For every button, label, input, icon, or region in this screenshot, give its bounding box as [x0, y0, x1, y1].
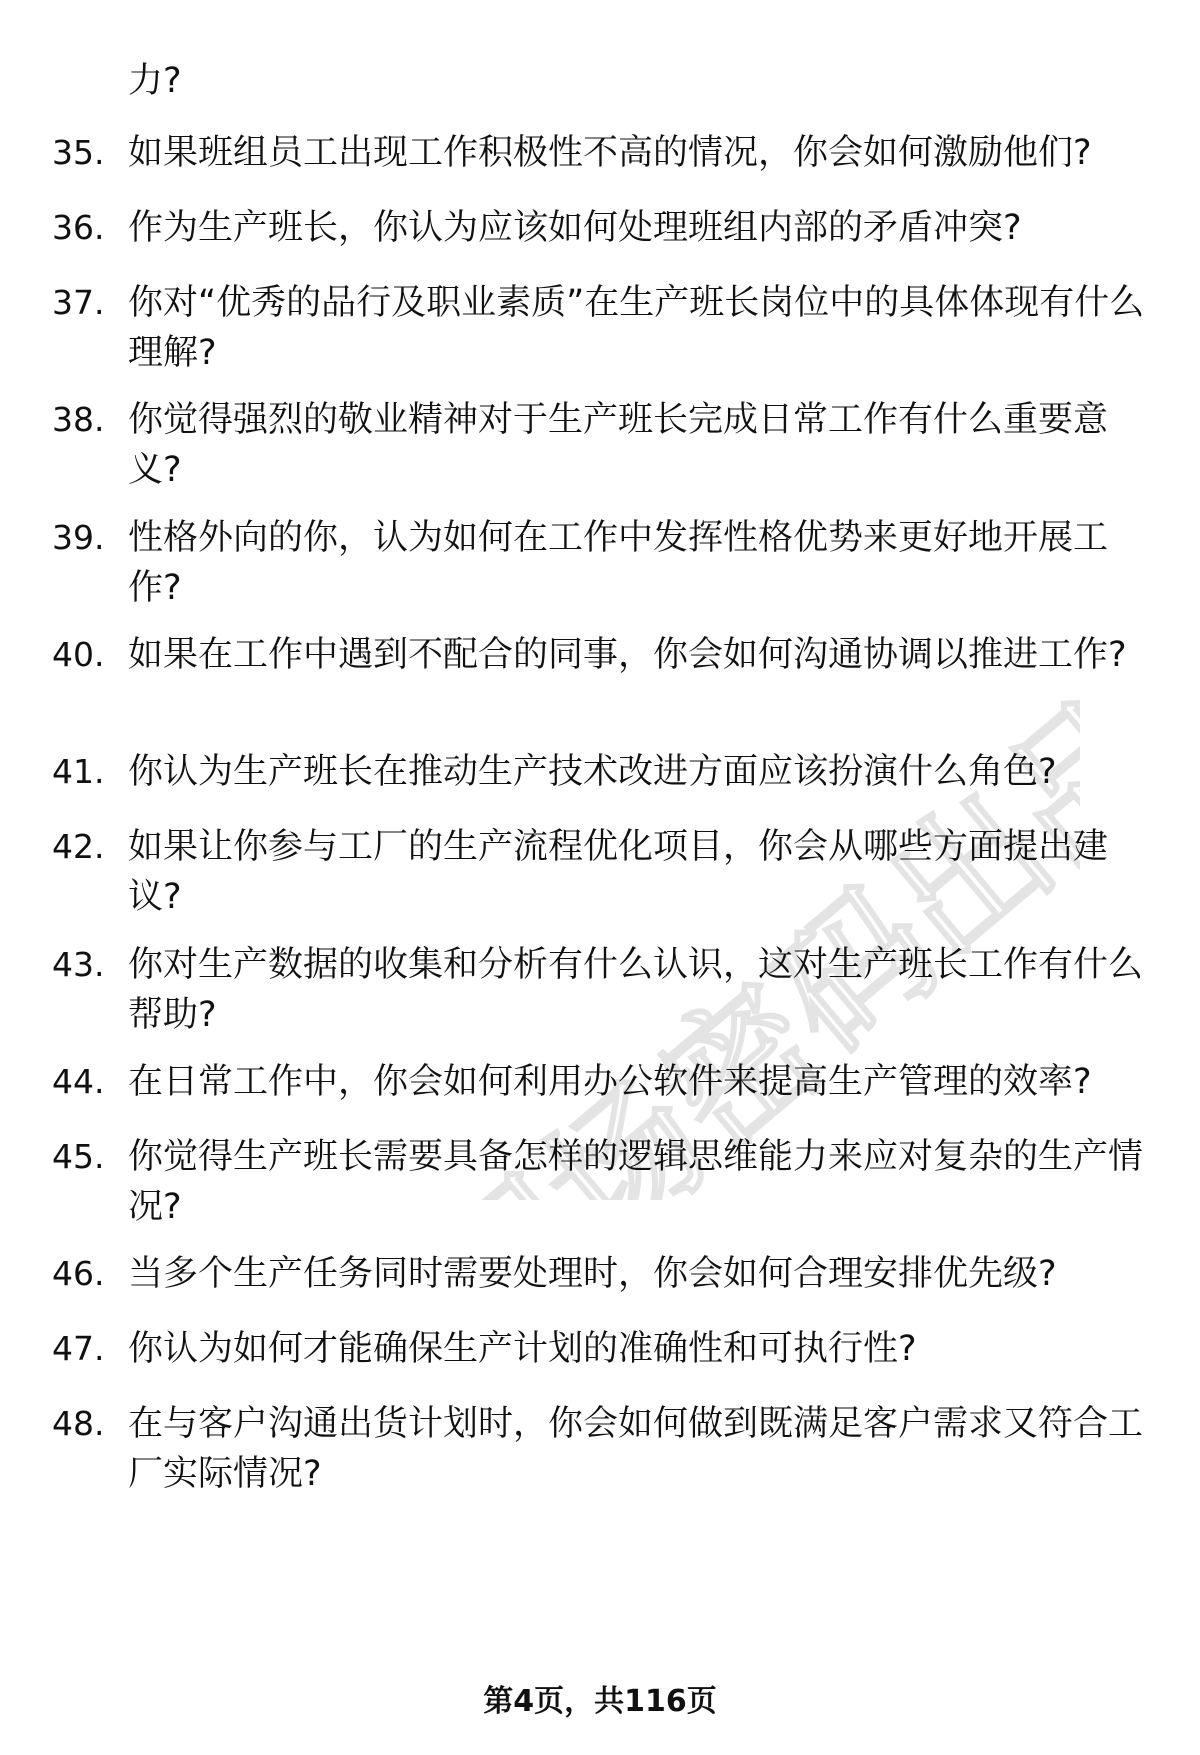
question-number: 41.: [52, 752, 105, 791]
question-text: 性格外向的你，认为如何在工作中发挥性格优势来更好地开展工作?: [128, 518, 1109, 608]
question-number: 47.: [52, 1329, 105, 1368]
question-text: 如果让你参与工厂的生产流程优化项目，你会从哪些方面提出建议?: [128, 827, 1109, 917]
question-text: 在与客户沟通出货计划时，你会如何做到既满足客户需求又符合工厂实际情况?: [128, 1404, 1144, 1494]
question-number: 43.: [52, 945, 105, 984]
question-text: 如果在工作中遇到不配合的同事，你会如何沟通协调以推进工作?: [128, 635, 1127, 675]
question-number: 48.: [52, 1404, 105, 1443]
question-text: 你觉得生产班长需要具备怎样的逻辑思维能力来应对复杂的生产情况?: [128, 1137, 1144, 1227]
question-number: 46.: [52, 1254, 105, 1293]
question-number: 38.: [52, 400, 105, 439]
question-number: 40.: [52, 635, 105, 674]
watermark-text: 职场密码出品: [398, 664, 1080, 1200]
question-text: 你对生产数据的收集和分析有什么认识，这对生产班长工作有什么帮助?: [128, 945, 1144, 1035]
question-text: 在日常工作中，你会如何利用办公软件来提高生产管理的效率?: [128, 1062, 1092, 1102]
question-number: 36.: [52, 208, 105, 247]
question-text: 你觉得强烈的敬业精神对于生产班长完成日常工作有什么重要意义?: [128, 400, 1109, 490]
question-text: 当多个生产任务同时需要处理时，你会如何合理安排优先级?: [128, 1254, 1057, 1294]
question-number: 42.: [52, 827, 105, 866]
continuation-text: 力?: [128, 61, 182, 101]
question-text: 你认为如何才能确保生产计划的准确性和可执行性?: [128, 1329, 917, 1369]
question-text: 你对“优秀的品行及职业素质”在生产班长岗位中的具体体现有什么理解?: [128, 283, 1145, 373]
page-footer: 第4页，共116页: [483, 1684, 717, 1719]
question-number: 39.: [52, 518, 105, 557]
question-number: 35.: [52, 133, 105, 172]
question-number: 44.: [52, 1062, 105, 1101]
question-text: 如果班组员工出现工作积极性不高的情况，你会如何激励他们?: [128, 133, 1092, 173]
question-text: 你认为生产班长在推动生产技术改进方面应该扮演什么角色?: [128, 752, 1057, 792]
question-text: 作为生产班长，你认为应该如何处理班组内部的矛盾冲突?: [128, 208, 1022, 248]
question-number: 45.: [52, 1137, 105, 1176]
question-number: 37.: [52, 283, 105, 322]
